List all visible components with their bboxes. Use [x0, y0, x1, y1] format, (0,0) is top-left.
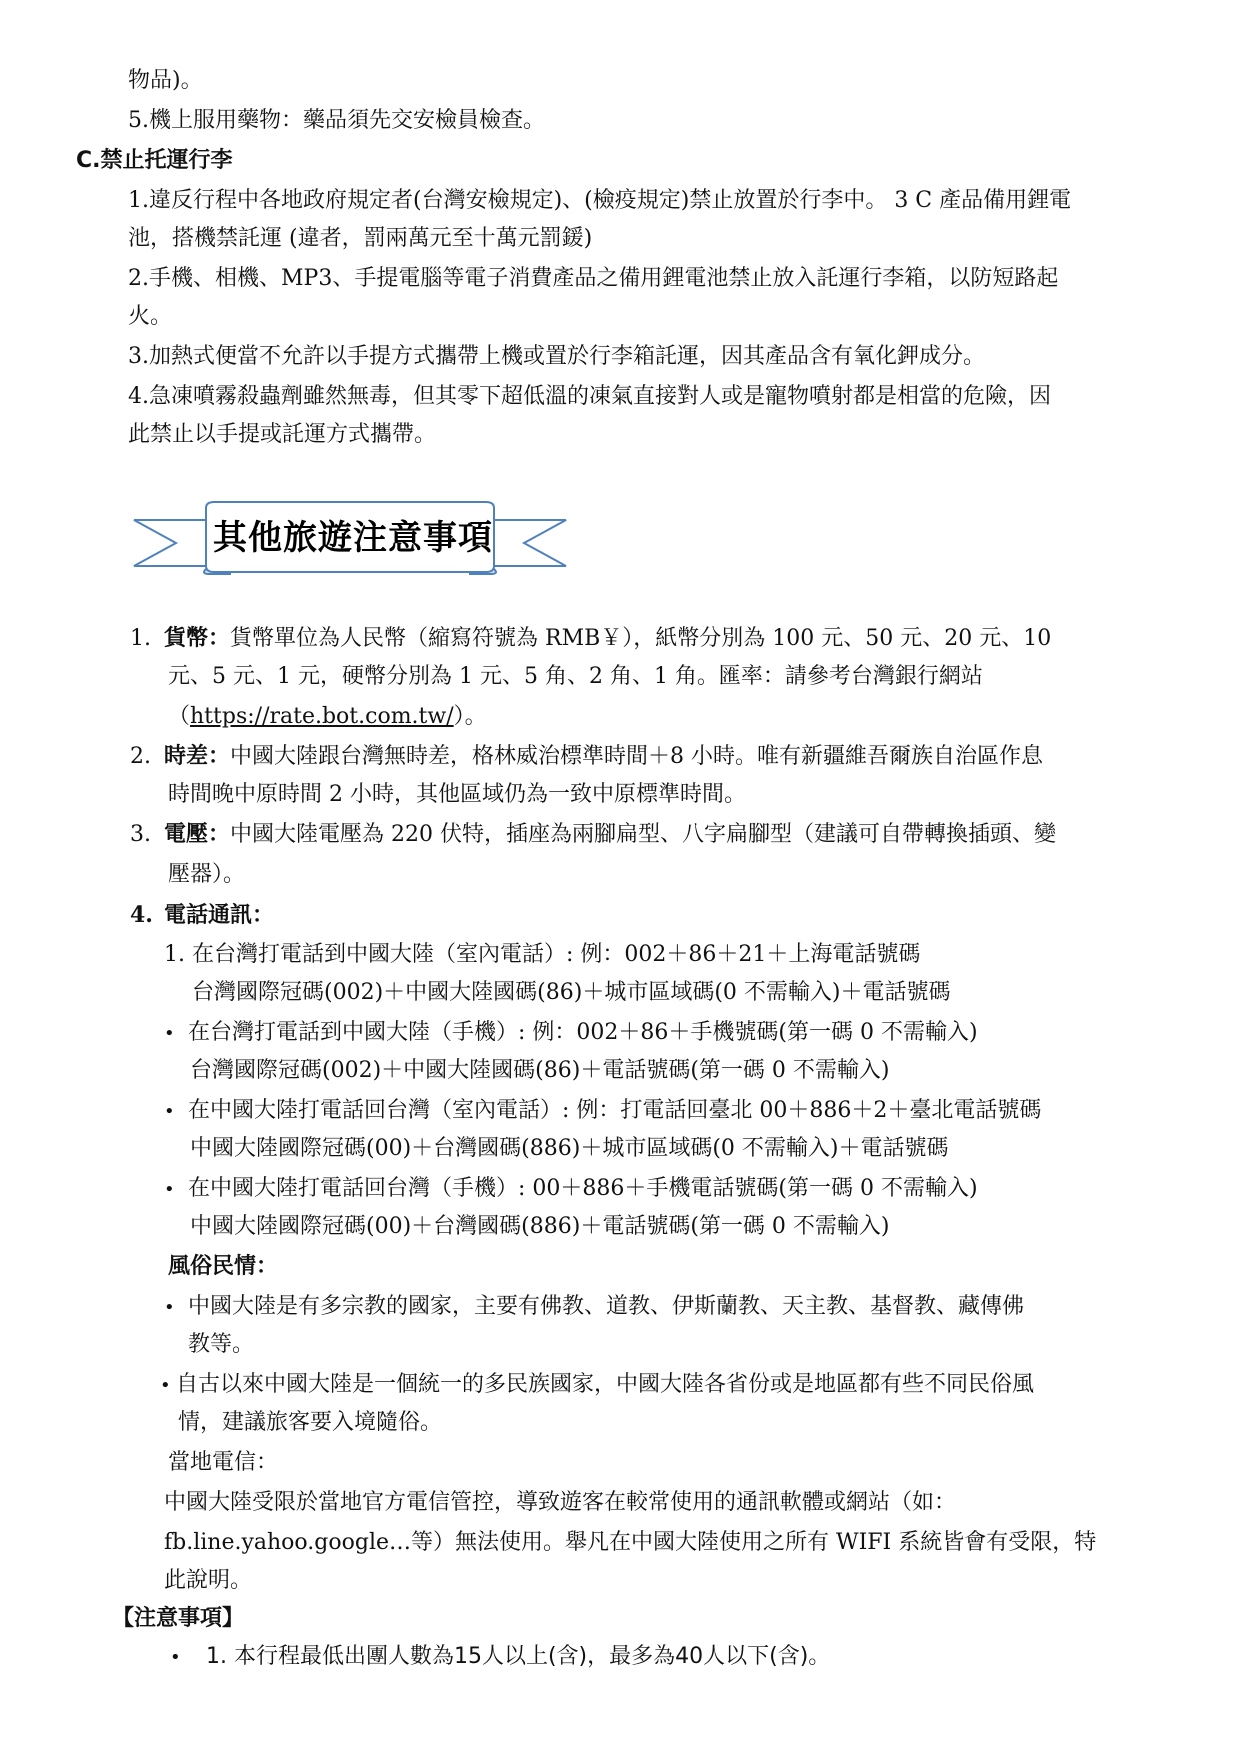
- phone-item: [130, 900, 274, 931]
- section-c-title: C.禁止托運行李: [76, 148, 233, 173]
- phone-sub-1: 1. 在台灣打電話到中國大陸（室內電話）: 例：002＋86＋21＋上海電話號碼: [164, 942, 921, 967]
- phone-sub-1-detail: 台灣國際冠碼(002)＋中國大陸國碼(86)＋城市區域碼(0 不需輸入)＋電話號碼: [192, 980, 951, 1005]
- notes-item-text: 1. 本行程最低出團人數為15人以上(含)，最多為40人以下(含)。: [206, 1644, 831, 1669]
- section-c-line: 池，搭機禁託運 (違者，罰兩萬元至十萬元罰鍰): [128, 226, 593, 251]
- customs-bullet-item: [164, 1292, 1024, 1323]
- currency-line-2: 元、5 元、1 元，硬幣分別為 1 元、5 角、2 角、1 角。匯率：請參考台灣銀行網站: [168, 664, 983, 689]
- bullet-icon: •: [164, 1179, 175, 1200]
- section-c-line: 1.違反行程中各地政府規定者(台灣安檢規定)、(檢疫規定)禁止放置於行李中。 3 C 產品備用鋰電: [128, 188, 1072, 213]
- phone-bullet-item: [164, 1018, 978, 1049]
- customs-label: 風俗民情：: [168, 1254, 279, 1279]
- phone-bullet-item: [164, 1096, 1041, 1127]
- bullet-icon: •: [164, 1023, 175, 1044]
- section-c-line: 3.加熱式便當不允許以手提方式攜帶上機或置於行李箱託運，因其產品含有氧化鉀成分。: [128, 344, 985, 369]
- timediff-label: 時差：: [164, 744, 231, 769]
- phone-bullet-text: 在中國大陸打電話回台灣（手機）: 00＋886＋手機電話號碼(第一碼 0 不需輸入): [188, 1176, 978, 1201]
- timediff-text: 中國大陸跟台灣無時差，格林威治標準時間＋8 小時。唯有新疆維吾爾族自治區作息: [230, 744, 1044, 769]
- prev-line-2: 5.機上服用藥物：藥品須先交安檢員檢查。: [128, 108, 545, 133]
- phone-bullet-detail: 台灣國際冠碼(002)＋中國大陸國碼(86)＋電話號碼(第一碼 0 不需輸入): [190, 1058, 890, 1083]
- section-c-line: 4.急凍噴霧殺蟲劑雖然無毒，但其零下超低溫的凍氣直接對人或是寵物噴射都是相當的危險，因: [128, 384, 1051, 409]
- voltage-item: [130, 820, 1056, 850]
- paren-close: ）。: [453, 704, 487, 729]
- phone-bullet-text: 在中國大陸打電話回台灣（室內電話）: 例：打電話回臺北 00＋886＋2＋臺北電話號碼: [188, 1098, 1042, 1123]
- prev-line-1: 物品)。: [128, 68, 203, 93]
- bank-rate-link[interactable]: https://rate.bot.com.tw/: [190, 704, 454, 729]
- voltage-text: 中國大陸電壓為 220 伏特，插座為兩腳扁型、八字扁腳型（建議可自帶轉換插頭、變: [230, 822, 1056, 847]
- list-number: 2.: [130, 744, 151, 769]
- list-number: 3.: [130, 822, 151, 847]
- phone-label: 電話通訊：: [164, 903, 275, 928]
- currency-label: 貨幣：: [164, 626, 231, 651]
- telecom-label: 當地電信：: [168, 1450, 279, 1475]
- list-number: 4.: [130, 902, 153, 928]
- paren-open: （: [168, 704, 191, 729]
- currency-line-3: [168, 702, 487, 732]
- bullet-icon: •: [160, 1375, 171, 1396]
- notes-item: [170, 1642, 830, 1673]
- currency-text: 貨幣單位為人民幣（縮寫符號為 RMB￥），紙幣分別為 100 元、50 元、20 元、10: [230, 626, 1052, 651]
- bullet-icon: •: [170, 1647, 181, 1668]
- notes-title: 【注意事項】: [112, 1606, 245, 1631]
- currency-item: [130, 624, 1051, 654]
- bullet-icon: •: [164, 1101, 175, 1122]
- customs-bullet-detail: 教等。: [188, 1332, 255, 1357]
- timediff-item: [130, 742, 1043, 772]
- phone-bullet-detail: 中國大陸國際冠碼(00)＋台灣國碼(886)＋城市區域碼(0 不需輸入)＋電話號碼: [190, 1136, 949, 1161]
- customs-bullet-detail: 情，建議旅客要入境隨俗。: [178, 1410, 443, 1435]
- section-c-line: 火。: [128, 304, 173, 329]
- phone-bullet-text: 在台灣打電話到中國大陸（手機）: 例：002＋86＋手機號碼(第一碼 0 不需輸入): [188, 1020, 978, 1045]
- list-number: 1.: [130, 626, 151, 651]
- voltage-label: 電壓：: [164, 822, 231, 847]
- bullet-icon: •: [164, 1297, 175, 1318]
- section-c-line: 此禁止以手提或託運方式攜帶。: [128, 422, 437, 447]
- section-c-line: 2.手機、相機、MP3、手提電腦等電子消費產品之備用鋰電池禁止放入託運行李箱，以防短路起: [128, 266, 1059, 291]
- customs-bullet-text: 自古以來中國大陸是一個統一的多民族國家，中國大陸各省份或是地區都有些不同民俗風: [176, 1372, 1035, 1397]
- voltage-line-2: 壓器）。: [168, 862, 246, 887]
- telecom-line: 此說明。: [164, 1568, 253, 1593]
- customs-bullet-text: 中國大陸是有多宗教的國家，主要有佛教、道教、伊斯蘭教、天主教、基督教、藏傳佛: [188, 1294, 1025, 1319]
- timediff-line-2: 時間晚中原時間 2 小時，其他區域仍為一致中原標準時間。: [168, 782, 746, 807]
- telecom-line: 中國大陸受限於當地官方電信管控，導致遊客在較常使用的通訊軟體或網站（如：: [164, 1490, 957, 1515]
- phone-bullet-detail: 中國大陸國際冠碼(00)＋台灣國碼(886)＋電話號碼(第一碼 0 不需輸入): [190, 1214, 890, 1239]
- telecom-line: fb.line.yahoo.google…等）無法使用。舉凡在中國大陸使用之所有 WIFI 系統皆會有受限，特: [164, 1530, 1097, 1555]
- banner-title: 其他旅遊注意事項: [213, 517, 493, 558]
- phone-bullet-item: [164, 1174, 978, 1205]
- customs-bullet-item: [160, 1370, 1034, 1401]
